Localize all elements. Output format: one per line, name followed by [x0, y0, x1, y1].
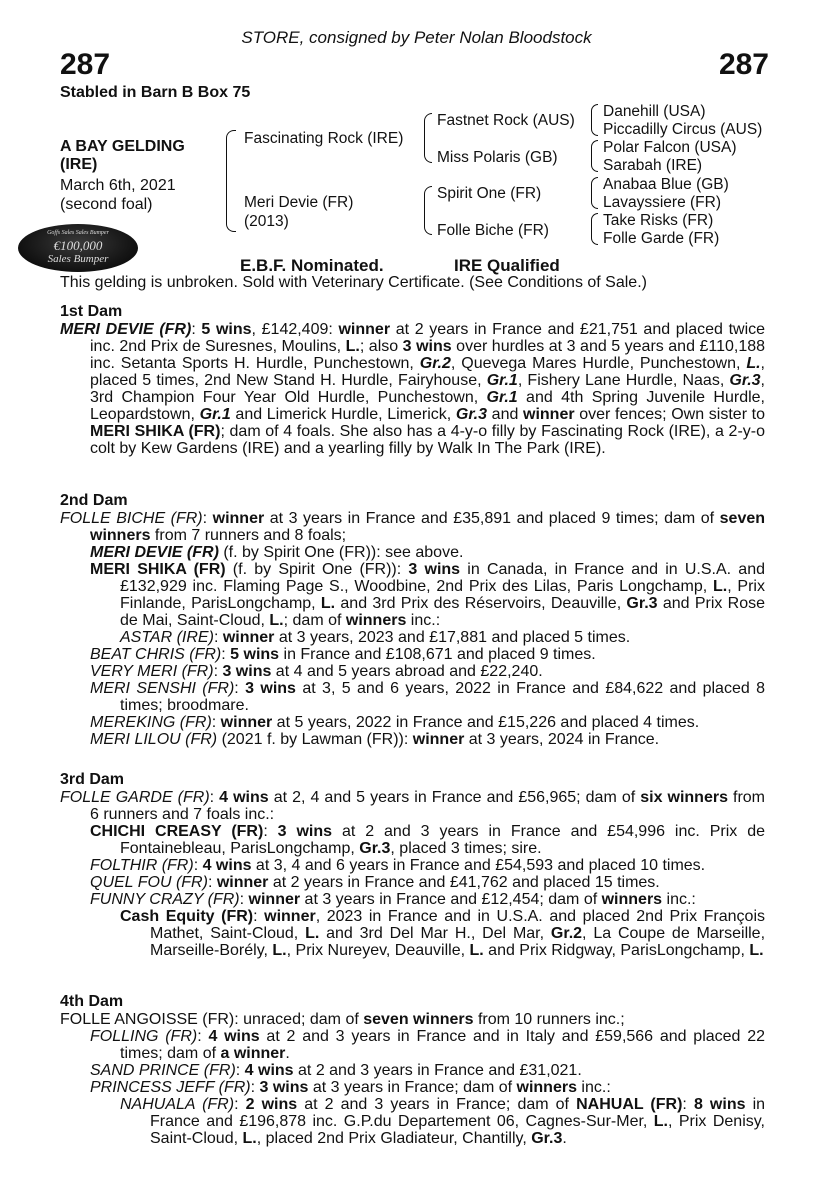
dam-sire: Spirit One (FR) [437, 185, 542, 202]
badge-line1: Goffs Sales Sales Bumper [47, 230, 109, 236]
consignor-line: STORE, consigned by Peter Nolan Bloodstock [241, 28, 592, 47]
produce-funny-crazy: FUNNY CRAZY (FR): winner at 3 years in France and £12,454; dam of winners inc.: [90, 891, 696, 908]
ebf-nominated: E.B.F. Nominated. [240, 256, 384, 275]
dam-sire-dam: Lavayssiere (FR) [603, 194, 721, 211]
third-dam-heading: 3rd Dam [60, 771, 125, 788]
dam-sire-sire: Anabaa Blue (GB) [603, 176, 729, 193]
produce-mereking: MEREKING (FR): winner at 5 years, 2022 in France and £15,226 and placed 4 times. [90, 714, 700, 731]
sire-dam-sire: Polar Falcon (USA) [603, 139, 737, 156]
dam: Meri Devie (FR) [244, 194, 354, 211]
first-dam-section [60, 321, 765, 457]
dam-year: (2013) [244, 213, 289, 230]
brace-dam-line [424, 186, 432, 235]
brace-sire-line [424, 113, 432, 163]
horse-info [60, 176, 176, 214]
sire-sire: Fastnet Rock (AUS) [437, 112, 575, 129]
brace-ss [591, 104, 598, 136]
horse-name-line1: A BAY GELDING [60, 138, 185, 155]
second-dam-intro: FOLLE BICHE (FR): winner at 3 years in France and £35,891 and placed 9 times; dam of seven winners from 7 runners and 8 foals; [60, 510, 766, 544]
fourth-dam-heading: 4th Dam [60, 993, 124, 1010]
first-dam-heading: 1st Dam [60, 303, 123, 320]
sire-sire-dam: Piccadilly Circus (AUS) [603, 121, 763, 138]
ire-qualified: IRE Qualified [454, 256, 560, 275]
dam-dam-dam: Folle Garde (FR) [603, 230, 720, 247]
sire-sire-sire: Danehill (USA) [603, 103, 706, 120]
produce-nahuala: NAHUALA (FR): 2 wins at 2 and 3 years in France; dam of NAHUAL (FR): 8 wins in France and £196,878 inc. G.P.du Departement 06, Cagnes-Sur-Mer, L., Prix Denisy, Saint-Cloud, L., placed 2nd Prix Gladiateur, Chantilly, Gr.3. [120, 1096, 766, 1147]
third-dam-section [60, 789, 765, 959]
dam-dam-sire: Take Risks (FR) [603, 212, 714, 229]
lot-number-right: 287 [718, 48, 769, 81]
third-dam-intro: FOLLE GARDE (FR): 4 wins at 2, 4 and 5 years in France and £56,965; dam of six winners from 6 runners and 7 foals inc.: [60, 789, 766, 823]
second-dam-section [60, 510, 765, 748]
horse-name-line2: (IRE) [60, 156, 98, 173]
produce-astar: ASTAR (IRE): winner at 3 years, 2023 and £17,881 and placed 5 times. [120, 629, 631, 646]
produce-sand-prince: SAND PRINCE (FR): 4 wins at 2 and 3 years in France and £31,021. [90, 1062, 582, 1079]
badge-line3: Sales Bumper [47, 253, 109, 265]
dam-name: MERI DEVIE (FR) [60, 321, 192, 338]
sire-dam: Miss Polaris (GB) [437, 149, 558, 166]
badge-amount: €100,000 [53, 238, 103, 253]
brace-dd [591, 213, 598, 245]
dam-dam: Folle Biche (FR) [437, 222, 549, 239]
date-of-birth: March 6th, 2021 [60, 177, 176, 194]
produce-folling: FOLLING (FR): 4 wins at 2 and 3 years in France and in Italy and £59,566 and placed 22 times; dam of a winner. [90, 1028, 766, 1062]
produce-folthir: FOLTHIR (FR): 4 wins at 3, 4 and 6 years in France and £54,593 and placed 10 times. [90, 857, 706, 874]
brace-ds [591, 177, 598, 209]
produce-very-meri: VERY MERI (FR): 3 wins at 4 and 5 years abroad and £22,240. [90, 663, 543, 680]
produce-beat-chris: BEAT CHRIS (FR): 5 wins in France and £108,671 and placed 9 times. [90, 646, 596, 663]
produce-quel-fou: QUEL FOU (FR): winner at 2 years in France and £41,762 and placed 15 times. [90, 874, 660, 891]
produce-meri-senshi: MERI SENSHI (FR): 3 wins at 3, 5 and 6 years, 2022 in France and £84,622 and placed 8 times; broodmare. [90, 680, 766, 714]
produce-meri-lilou: MERI LILOU (FR) (2021 f. by Lawman (FR)): winner at 3 years, 2024 in France. [90, 731, 660, 748]
fourth-dam-section [60, 1011, 765, 1147]
second-dam-heading: 2nd Dam [60, 492, 128, 509]
sire-dam-dam: Sarabah (IRE) [603, 157, 703, 174]
sale-note: This gelding is unbroken. Sold with Veterinary Certificate. (See Conditions of Sale.) [60, 274, 647, 291]
produce-chichi-creasy: CHICHI CREASY (FR): 3 wins at 2 and 3 years in France and £54,996 inc. Prix de Fontainebleau, ParisLongchamp, Gr.3, placed 3 times; sire. [90, 823, 765, 857]
fourth-dam-intro: FOLLE ANGOISSE (FR): unraced; dam of seven winners from 10 runners inc.; [60, 1011, 625, 1028]
brace-parents [226, 130, 236, 232]
sales-bumper-logo [18, 224, 138, 272]
produce-princess-jeff: PRINCESS JEFF (FR): 3 wins at 3 years in France; dam of winners inc.: [90, 1079, 611, 1096]
produce-meri-devie: MERI DEVIE (FR) (f. by Spirit One (FR)): see above. [90, 544, 464, 561]
sire: Fascinating Rock (IRE) [244, 130, 404, 147]
horse-name [60, 138, 185, 174]
stabling-info: Stabled in Barn B Box 75 [60, 84, 251, 101]
foal-number: (second foal) [60, 196, 153, 213]
first-dam-entry: MERI DEVIE (FR): 5 wins, £142,409: winner at 2 years in France and £21,751 and placed twice inc. 2nd Prix de Suresnes, Moulins, L.; also 3 wins over hurdles at 3 and 5 years and £110,188 inc. Setanta Sports H. Hurdle, Punchestown, Gr.2, Quevega Mares Hurdle, Punchestown, L., placed 5 times, 2nd New Stand H. Hurdle, Fairyhouse, Gr.1, Fishery Lane Hurdle, Naas, Gr.3, 3rd Champion Four Year Old Hurdle, Punchestown, Gr.1 and 4th Spring Juvenile Hurdle, Leopardstown, Gr.1 and Limerick Hurdle, Limerick, Gr.3 and winner over fences; Own sister to MERI SHIKA (FR); dam of 4 foals. She also has a 4-y-o filly by Fascinating Rock (IRE), a 2-y-o colt by Kew Gardens (IRE) and a yearling filly by Walk In The Park (IRE). [60, 321, 766, 457]
produce-cash-equity: Cash Equity (FR): winner, 2023 in France and in U.S.A. and placed 2nd Prix François Mathet, Saint-Cloud, L. and 3rd Del Mar H., Del Mar, Gr.2, La Coupe de Marseille, Marseille-Borély, L., Prix Nureyev, Deauville, L. and Prix Ridgway, ParisLongchamp, L. [120, 908, 766, 959]
produce-meri-shika: MERI SHIKA (FR) (f. by Spirit One (FR)): 3 wins in Canada, in France and in U.S.A. and £132,929 inc. Flaming Page S., Woodbine, 2nd Prix des Lilas, Paris Longchamp, L., Prix Finlande, ParisLongchamp, L. and 3rd Prix des Réservoirs, Deauville, Gr.3 and Prix Rose de Mai, Saint-Cloud, L.; dam of winners inc.: [90, 561, 766, 629]
brace-sd [591, 140, 598, 172]
lot-number-left: 287 [60, 48, 111, 81]
